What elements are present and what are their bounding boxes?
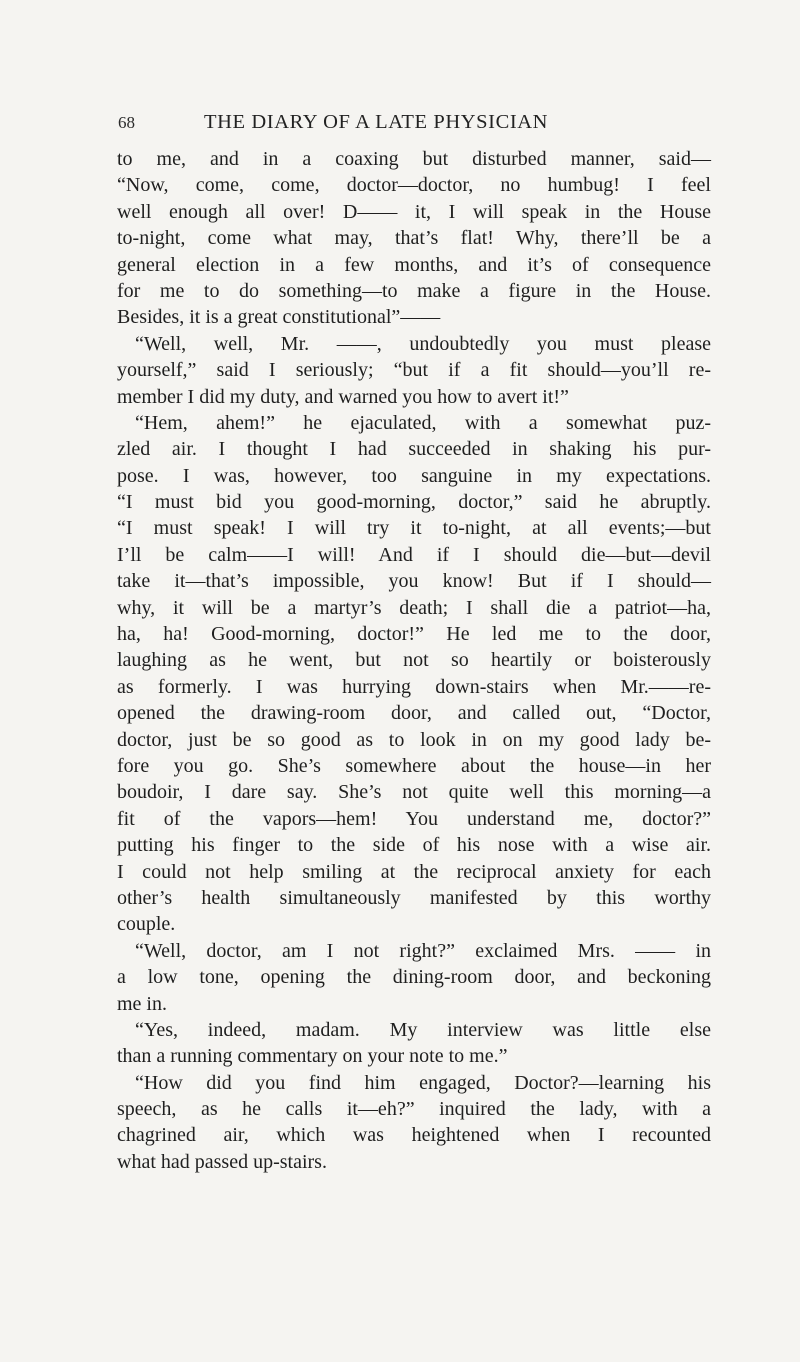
text-line: I could not help smiling at the reciprocal anxiety for each <box>117 860 711 883</box>
text-line: chagrined air, which was heightened when I recounted <box>117 1124 711 1147</box>
text-line: to-night, come what may, that’s flat! Why, there’ll be a <box>117 227 711 250</box>
text-line: “I must speak! I will try it to-night, at all events;—but <box>117 517 711 540</box>
text-line: take it—that’s impossible, you know! But if I should— <box>117 570 711 593</box>
text-line: “Well, doctor, am I not right?” exclaimed Mrs. —— in <box>135 939 711 962</box>
text-line: “Now, come, come, doctor—doctor, no humbug! I feel <box>117 174 711 197</box>
text-line: general election in a few months, and it’s of consequence <box>117 253 711 276</box>
text-line: well enough all over! D—— it, I will speak in the House <box>117 200 711 223</box>
running-title: THE DIARY OF A LATE PHYSICIAN <box>204 111 549 133</box>
text-line: ha, ha! Good-morning, doctor!” He led me to the door, <box>117 623 711 646</box>
page-header <box>118 111 678 137</box>
text-line: pose. I was, however, too sanguine in my expectations. <box>117 464 711 487</box>
text-line: “Well, well, Mr. ——, undoubtedly you must please <box>135 332 711 355</box>
text-line: “I must bid you good-morning, doctor,” said he abruptly. <box>117 491 711 514</box>
text-line: putting his finger to the side of his nose with a wise air. <box>117 834 711 857</box>
text-line: couple. <box>117 913 176 936</box>
text-line: I’ll be calm——I will! And if I should die—but—devil <box>117 543 711 566</box>
text-line: for me to do something—to make a figure in the House. <box>117 279 711 302</box>
text-line: “Hem, ahem!” he ejaculated, with a somewhat puz- <box>135 411 711 434</box>
text-line: Besides, it is a great constitutional”—— <box>117 306 441 329</box>
body-text <box>117 146 711 1175</box>
text-line: boudoir, I dare say. She’s not quite well this morning—a <box>117 781 711 804</box>
text-line: “How did you find him engaged, Doctor?—learning his <box>135 1071 711 1094</box>
text-line: member I did my duty, and warned you how to avert it!” <box>117 385 569 408</box>
text-line: other’s health simultaneously manifested by this worthy <box>117 886 711 909</box>
text-line: than a running commentary on your note to me.” <box>117 1045 508 1068</box>
page-number: 68 <box>118 113 135 132</box>
text-line: what had passed up-stairs. <box>117 1150 327 1173</box>
text-line: doctor, just be so good as to look in on my good lady be- <box>117 728 711 751</box>
text-line: opened the drawing-room door, and called out, “Doctor, <box>117 702 711 725</box>
text-line: as formerly. I was hurrying down-stairs when Mr.——re- <box>117 675 711 698</box>
text-line: fit of the vapors—hem! You understand me, doctor?” <box>117 807 711 830</box>
text-line: fore you go. She’s somewhere about the house—in her <box>117 754 711 777</box>
text-line: why, it will be a martyr’s death; I shall die a patriot—ha, <box>117 596 711 619</box>
text-line: speech, as he calls it—eh?” inquired the lady, with a <box>117 1098 711 1121</box>
text-line: a low tone, opening the dining-room door, and beckoning <box>117 966 711 989</box>
text-line: laughing as he went, but not so heartily or boisterously <box>117 649 711 672</box>
text-line: me in. <box>117 992 167 1015</box>
text-line: zled air. I thought I had succeeded in shaking his pur- <box>117 438 711 461</box>
text-line: “Yes, indeed, madam. My interview was little else <box>135 1018 711 1041</box>
text-line: to me, and in a coaxing but disturbed manner, said— <box>117 148 711 170</box>
text-line: yourself,” said I seriously; “but if a fit should—you’ll re- <box>117 359 711 382</box>
